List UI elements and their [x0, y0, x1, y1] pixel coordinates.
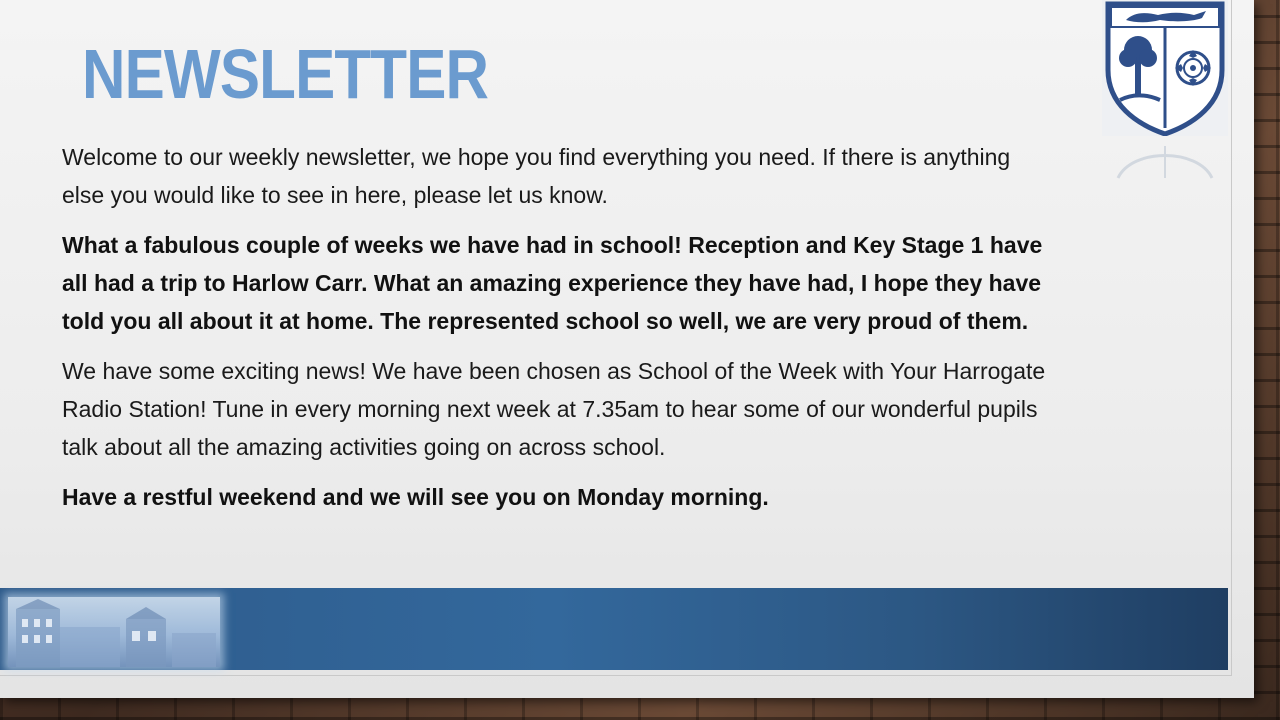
paragraph-school-of-the-week: We have some exciting news! We have been chosen as School of the Week with Your Harrogate Radio Station! Tune in every morning next week at 7.35am to hear some of our wonderful pupils talk about all the amazing activities going on across school.: [62, 358, 1046, 460]
school-building-photo: [8, 597, 220, 667]
newsletter-body: [62, 138, 1052, 528]
paragraph-welcome: Welcome to our weekly newsletter, we hope you find everything you need. If there is anything else you would like to see in here, please let us know.: [62, 144, 1011, 208]
newsletter-title: NEWSLETTER: [82, 35, 489, 113]
school-building-illustration: [8, 597, 220, 667]
school-crest-logo: [1102, 0, 1228, 136]
paragraph-harlow-carr-trip: What a fabulous couple of weeks we have had in school! Reception and Key Stage 1 have all had a trip to Harlow Carr. What an amazing experience they have had, I hope they have told you all about it at home. The represented school so well, we are very proud of them.: [62, 232, 1043, 334]
paragraph-sign-off: Have a restful weekend and we will see you on Monday morning.: [62, 484, 769, 510]
crest-reflection: [1112, 138, 1218, 180]
